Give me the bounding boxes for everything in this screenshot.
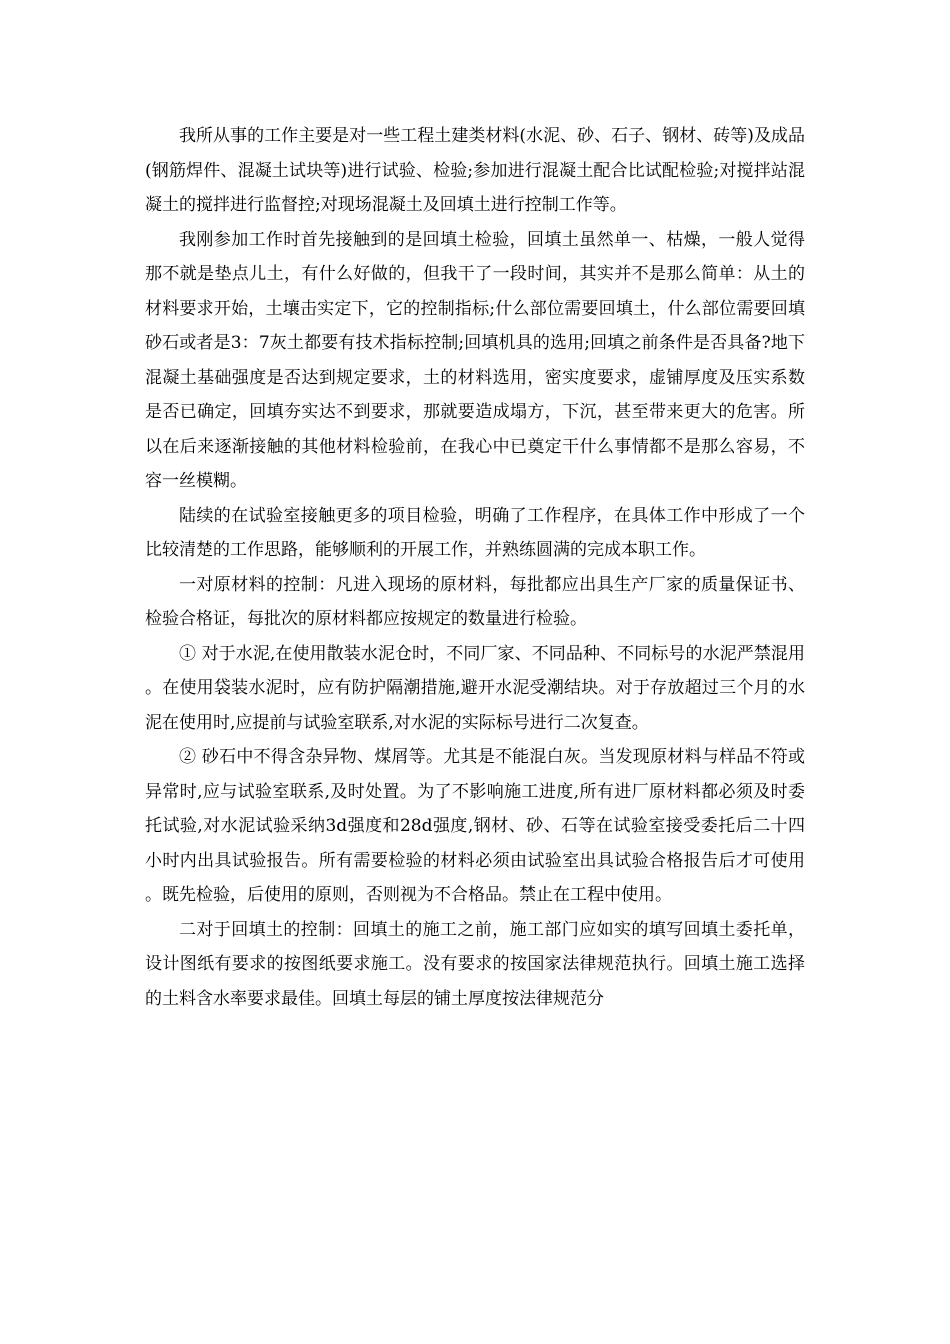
paragraph-backfill-control: 二对于回填土的控制：回填土的施工之前，施工部门应如实的填写回填土委托单，设计图纸有要求的按图纸要求施工。没有要求的按国家法律规范执行。回填土施工选择的土料含水率要求最佳。回填土每层的铺土厚度按法律规范分 <box>145 919 805 1009</box>
paragraph-raw-material-control: 一对原材料的控制：凡进入现场的原材料，每批都应出具生产厂家的质量保证书、检验合格证，每批次的原材料都应按规定的数量进行检验。 <box>145 574 805 629</box>
paragraph-backfill-experience: 我刚参加工作时首先接触到的是回填土检验，回填土虽然单一、枯燥，一般人觉得那不就是垫点儿土，有什么好做的，但我干了一段时间，其实并不是那么简单：从土的材料要求开始，土壤击实定下，它的控制指标;什么部位需要回填土，什么部位需要回填砂石或者是3：7灰土都要有技术指标控制;回填机具的选用;回填之前条件是否具备?地下混凝土基础强度是否达到规定要求，土的材料选用，密实度要求，虚铺厚度及压实系数是否已确定，回填夯实达不到要求，那就要造成塌方，下沉，甚至带来更大的危害。所以在后来逐渐接触的其他材料检验前，在我心中已奠定干什么事情都不是那么容易，不容一丝模糊。 <box>145 229 805 491</box>
paragraph-sand-gravel: ② 砂石中不得含杂异物、煤屑等。尤其是不能混白灰。当发现原材料与样品不符或异常时,应与试验室联系,及时处置。为了不影响施工进度,所有进厂原材料都必须及时委托试验,对水泥试验采纳3d强度和28d强度,钢材、砂、石等在试验室接受委托后二十四小时内出具试验报告。所有需要检验的材料必须由试验室出具试验合格报告后才可使用。既先检验，后使用的原则，否则视为不合格品。禁止在工程中使用。 <box>145 747 805 905</box>
document-body <box>145 119 805 1016</box>
paragraph-work-scope: 我所从事的工作主要是对一些工程土建类材料(水泥、砂、石子、钢材、砖等)及成品(钢筋焊件、混凝土试块等)进行试验、检验;参加进行混凝土配合比试配检验;对搅拌站混凝土的搅拌进行监督控;对现场混凝土及回填土进行控制工作等。 <box>145 126 805 215</box>
paragraph-cement: ① 对于水泥,在使用散装水泥仓时，不同厂家、不同品种、不同标号的水泥严禁混用。在使用袋装水泥时，应有防护隔潮措施,避开水泥受潮结块。对于存放超过三个月的水泥在使用时,应提前与试验室联系,对水泥的实际标号进行二次复查。 <box>145 643 805 733</box>
paragraph-lab-work: 陆续的在试验室接触更多的项目检验，明确了工作程序，在具体工作中形成了一个比较清楚的工作思路，能够顺利的开展工作，并熟练圆满的完成本职工作。 <box>145 505 805 560</box>
